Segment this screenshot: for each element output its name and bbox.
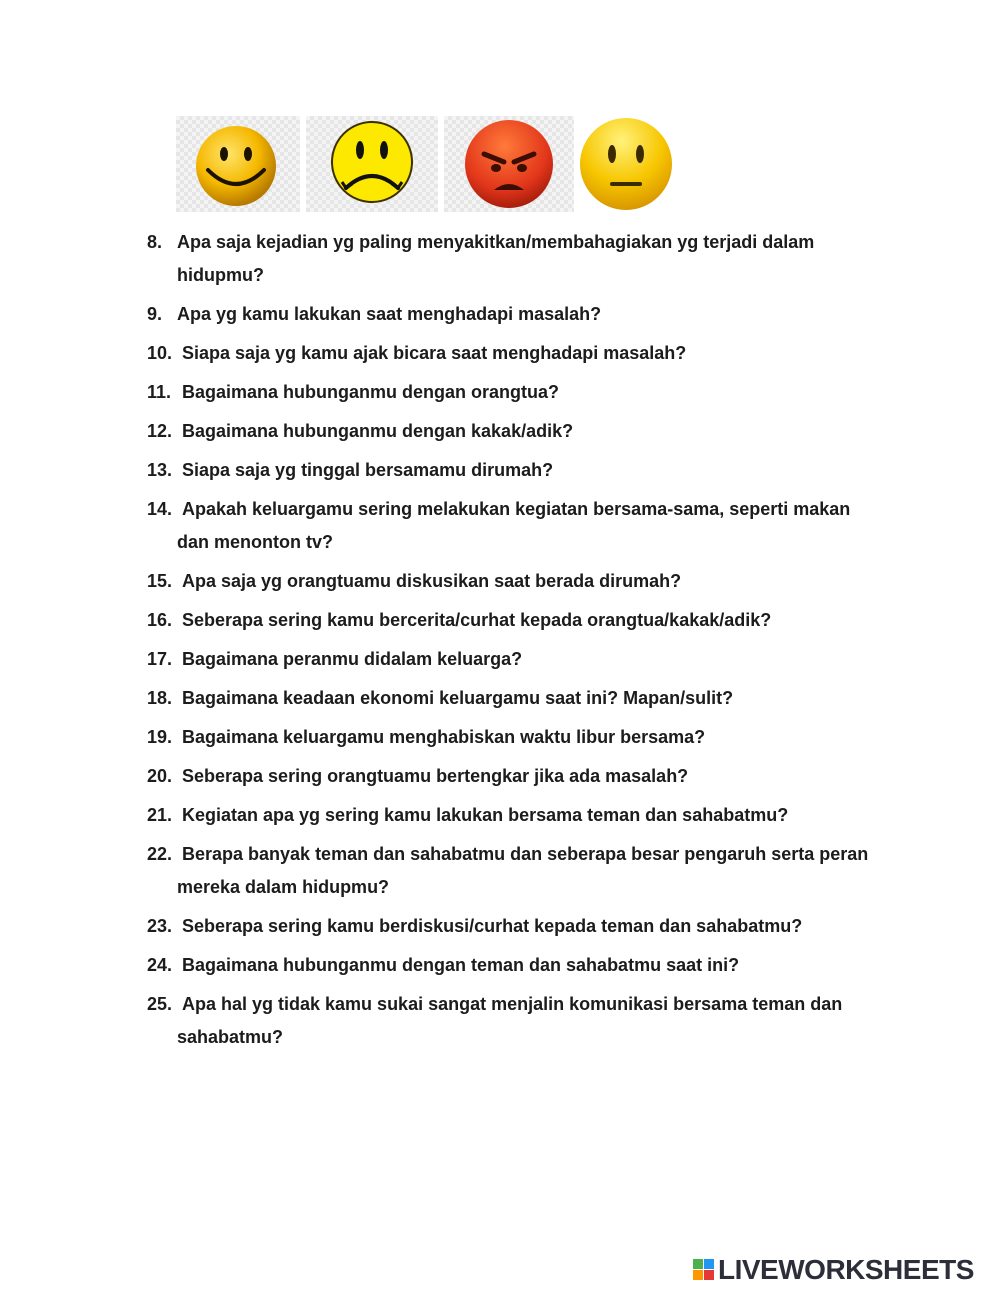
list-item (147, 415, 887, 448)
question-text: Bagaimana keadaan ekonomi keluargamu saat ini? Mapan/sulit? (182, 688, 734, 708)
list-item (147, 799, 887, 832)
list-item (147, 988, 887, 1054)
list-item (147, 838, 887, 904)
list-item (147, 337, 887, 370)
question-number: 10. (147, 343, 173, 363)
question-number: 11. (147, 382, 172, 402)
question-number: 9. (147, 304, 163, 324)
question-text: Apakah keluargamu sering melakukan kegiatan bersama-sama, seperti makan dan menonton tv? (177, 499, 851, 552)
question-text: Seberapa sering kamu berdiskusi/curhat kepada teman dan sahabatmu? (182, 916, 803, 936)
liveworksheets-logo (692, 1253, 974, 1287)
question-text: Apa hal yg tidak kamu sukai sangat menjalin komunikasi bersama teman dan sahabatmu? (177, 994, 843, 1047)
question-number: 23. (147, 916, 173, 936)
question-number: 25. (147, 994, 173, 1014)
angry-face-icon (444, 116, 574, 212)
question-text: Apa saja kejadian yg paling menyakitkan/membahagiakan yg terjadi dalam hidupmu? (177, 232, 815, 285)
question-text: Bagaimana peranmu didalam keluarga? (182, 649, 523, 669)
question-number: 16. (147, 610, 173, 630)
question-text: Kegiatan apa yg sering kamu lakukan bersama teman dan sahabatmu? (182, 805, 789, 825)
question-text: Apa saja yg orangtuamu diskusikan saat berada dirumah? (182, 571, 682, 591)
question-number: 12. (147, 421, 173, 441)
question-text: Apa yg kamu lakukan saat menghadapi masalah? (177, 304, 602, 324)
question-number: 22. (147, 844, 173, 864)
list-item (147, 949, 887, 982)
question-text: Siapa saja yg tinggal bersamamu dirumah? (182, 460, 554, 480)
list-item (147, 910, 887, 943)
question-number: 24. (147, 955, 173, 975)
question-number: 13. (147, 460, 173, 480)
sad-face-icon (306, 116, 438, 212)
list-item (147, 493, 887, 559)
question-list (147, 226, 887, 1060)
smiley-icon (176, 116, 300, 212)
list-item (147, 298, 887, 331)
question-text: Seberapa sering orangtuamu bertengkar jika ada masalah? (182, 766, 689, 786)
question-text: Bagaimana hubunganmu dengan orangtua? (182, 382, 560, 402)
brand-text: LIVEWORKSHEETS (718, 1254, 974, 1285)
list-item (147, 226, 887, 292)
question-number: 15. (147, 571, 173, 591)
question-text: Seberapa sering kamu bercerita/curhat kepada orangtua/kakak/adik? (182, 610, 772, 630)
question-number: 21. (147, 805, 173, 825)
question-text: Siapa saja yg kamu ajak bicara saat menghadapi masalah? (182, 343, 687, 363)
list-item (147, 682, 887, 715)
neutral-face-icon (578, 116, 678, 212)
question-text: Bagaimana hubunganmu dengan teman dan sahabatmu saat ini? (182, 955, 740, 975)
question-number: 19. (147, 727, 173, 747)
list-item (147, 604, 887, 637)
question-number: 18. (147, 688, 173, 708)
list-item (147, 454, 887, 487)
question-number: 20. (147, 766, 173, 786)
list-item (147, 376, 887, 409)
list-item (147, 721, 887, 754)
list-item (147, 643, 887, 676)
list-item (147, 760, 887, 793)
liveworksheets-mark-icon (692, 1256, 716, 1284)
question-number: 17. (147, 649, 173, 669)
question-text: Bagaimana keluargamu menghabiskan waktu libur bersama? (182, 727, 706, 747)
question-text: Berapa banyak teman dan sahabatmu dan seberapa besar pengaruh serta peran mereka dalam hidupmu? (177, 844, 869, 897)
question-number: 8. (147, 232, 163, 252)
question-number: 14. (147, 499, 173, 519)
list-item (147, 565, 887, 598)
question-text: Bagaimana hubunganmu dengan kakak/adik? (182, 421, 574, 441)
